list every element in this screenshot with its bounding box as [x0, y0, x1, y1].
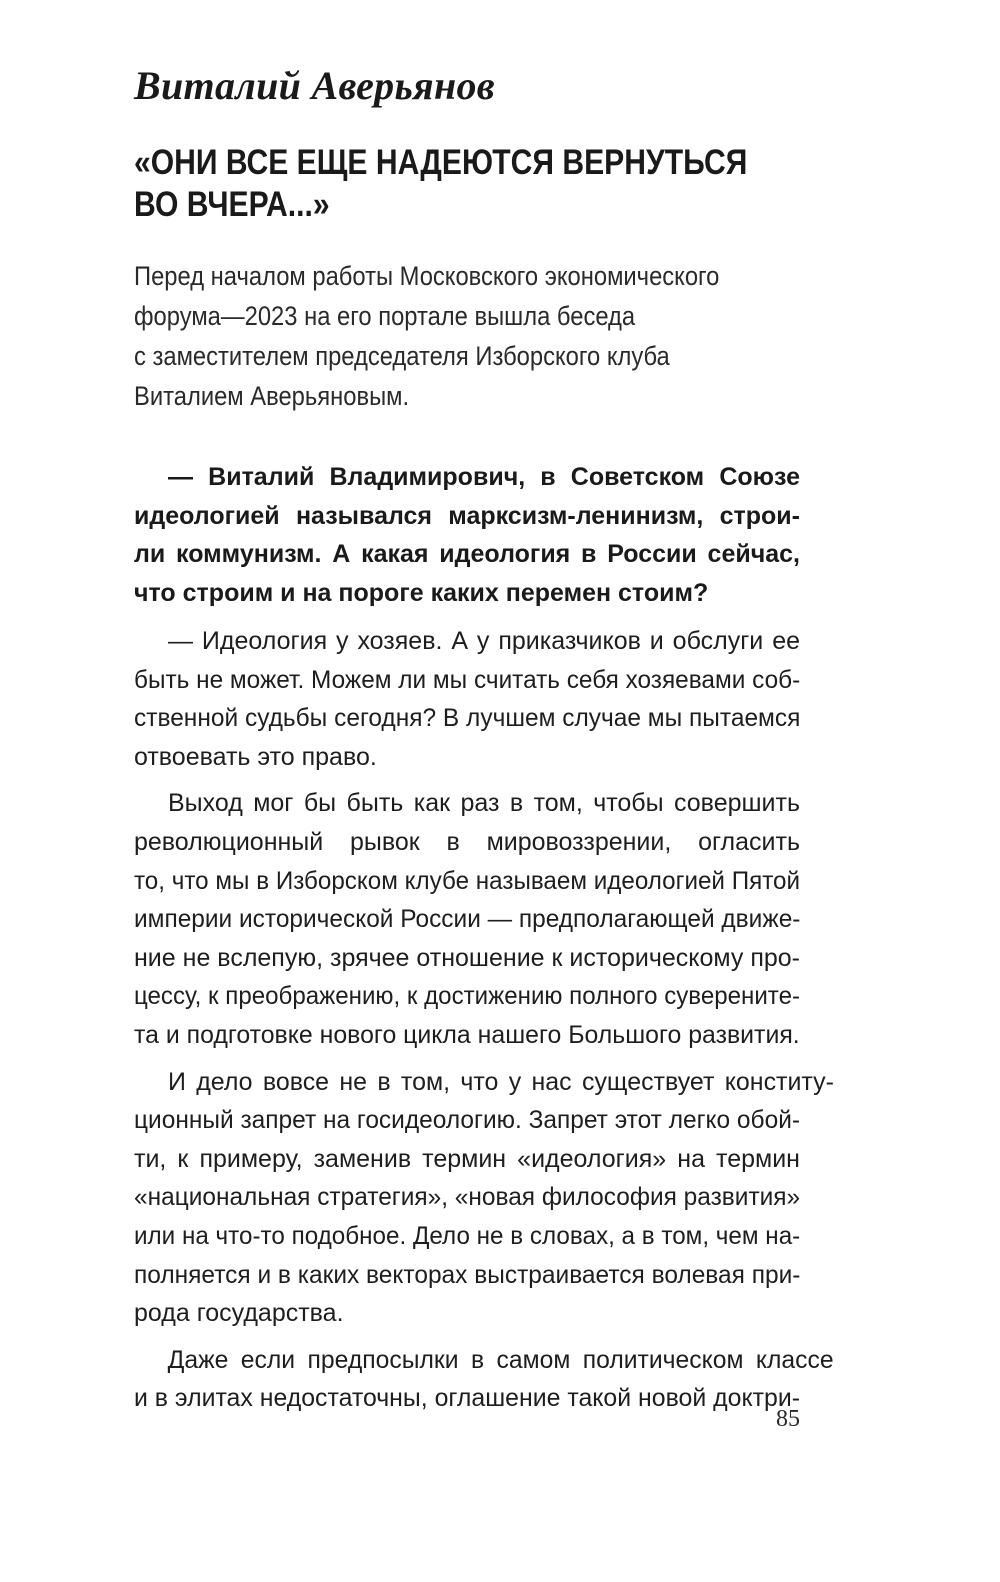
- author-name: Виталий Аверьянов: [134, 63, 495, 108]
- question-line: идеологией назывался марксизм-ленинизм, строи-: [134, 501, 800, 530]
- text-line: быть не может. Можем ли мы считать себя хозяевами соб-: [134, 665, 801, 694]
- title-line: ВО ВЧЕРА...»: [134, 185, 330, 224]
- question-line: что строим и на пороге каких перемен стоим?: [134, 578, 709, 607]
- text-line: ние не вслепую, зрячее отношение к историческому про-: [134, 943, 800, 972]
- paragraph: [134, 622, 800, 776]
- text-line: И дело вовсе не в том, что у нас существует конститу-: [167, 1067, 834, 1096]
- question-line: ли коммунизм. А какая идеология в России сейчас,: [134, 540, 800, 568]
- text-line: — Идеология у хозяев. А у приказчиков и обслуги ее: [168, 627, 800, 655]
- text-line: революционный рывок в мировоззрении, огласить: [134, 827, 800, 856]
- text-line: ционный запрет на госидеологию. Запрет этот легко обой-: [134, 1106, 801, 1135]
- text-line: то, что мы в Изборском клубе называем идеологией Пятой: [134, 866, 800, 895]
- text-line: рода государства.: [134, 1299, 344, 1328]
- text-line: «национальная стратегия», «новая философия развития»: [134, 1183, 801, 1212]
- text-line: или на что-то подобное. Дело не в словах, а в том, чем на-: [134, 1221, 801, 1250]
- text-line: цессу, к преображению, к достижению полного суверените-: [134, 982, 801, 1011]
- paragraph: [134, 784, 800, 1054]
- text-line: Даже если предпосылки в самом политическом классе: [167, 1345, 834, 1374]
- article-title: [134, 142, 805, 226]
- lead-line: Виталием Аверьяновым.: [134, 381, 410, 411]
- paragraph: [134, 1063, 834, 1333]
- text-line: отвоевать это право.: [134, 742, 377, 771]
- text-line: ти, к примеру, заменив термин «идеология» на термин: [134, 1144, 800, 1173]
- text-line: Выход мог бы быть как раз в том, чтобы совершить: [168, 789, 800, 818]
- paragraph: [134, 1341, 834, 1418]
- lead-line: форума—2023 на его портале вышла беседа: [134, 301, 636, 331]
- text-line: ственной судьбы сегодня? В лучшем случае мы пытаемся: [134, 704, 801, 733]
- question-line: — Виталий Владимирович, в Советском Союзе: [168, 463, 800, 491]
- text-line: полняется и в каких векторах выстраивается волевая при-: [134, 1260, 801, 1289]
- interview-question: [134, 458, 800, 612]
- answer-body: [134, 622, 834, 1418]
- text-line: империи исторической России — предполагающей движе-: [134, 905, 801, 934]
- lead-line: Перед началом работы Московского экономического: [134, 261, 720, 291]
- lead-line: с заместителем председателя Изборского клуба: [134, 341, 670, 371]
- title-line: «ОНИ ВСЕ ЕЩЕ НАДЕЮТСЯ ВЕРНУТЬСЯ: [134, 143, 748, 182]
- text-line: та и подготовке нового цикла нашего Большого развития.: [134, 1020, 800, 1049]
- page-number: 85: [776, 1406, 800, 1432]
- lead-paragraph: [134, 256, 803, 416]
- text-line: и в элитах недостаточны, оглашение такой новой доктри-: [134, 1384, 800, 1413]
